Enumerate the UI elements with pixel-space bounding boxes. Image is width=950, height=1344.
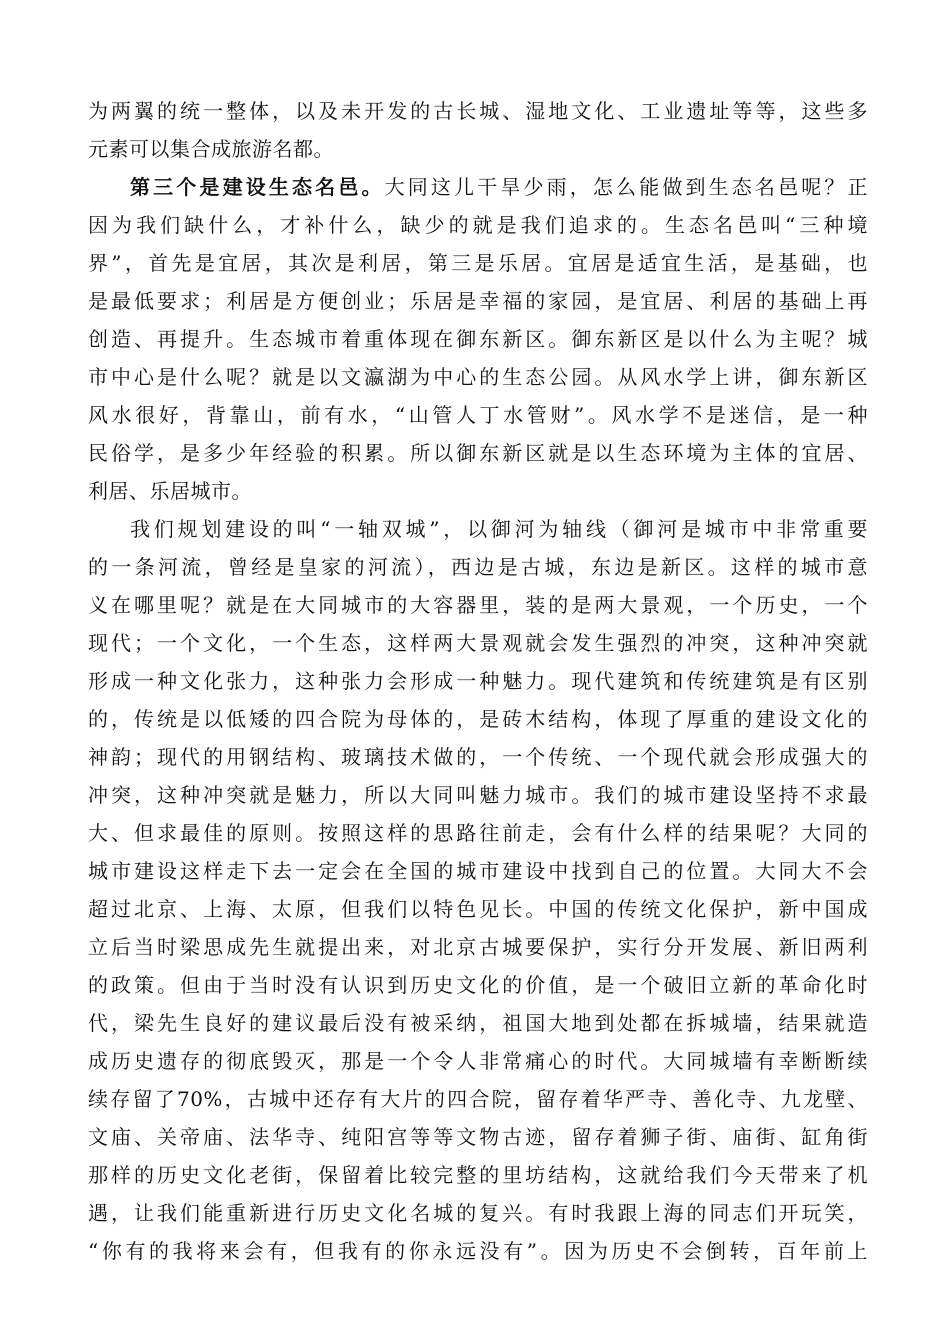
text-run: 大同这儿干旱少雨，怎么能做到生态名邑呢？正 (384, 175, 869, 199)
text-line: 神韵；现代的用钢结构、玻璃技术做的，一个传统、一个现代就会形成强大的 (88, 745, 868, 769)
document-page (88, 92, 868, 1270)
text-line: 民俗学，是多少年经验的积累。所以御东新区就是以生态环境为主体的宜居、 (88, 441, 868, 465)
text-line: 遇，让我们能重新进行历史文化名城的复兴。有时我跟上海的同志们开玩笑， (88, 1201, 868, 1225)
text-line: 成历史遗存的彻底毁灭，那是一个令人非常痛心的时代。大同城墙有幸断断续 (88, 1049, 868, 1073)
text-line: 市中心是什么呢？就是以文瀛湖为中心的生态公园。从风水学上讲，御东新区 (88, 365, 868, 389)
paragraph-3 (88, 510, 868, 1270)
text-line: “你有的我将来会有，但我有的你永远没有”。因为历史不会倒转，百年前上 (88, 1239, 868, 1263)
text-line: 因为我们缺什么，才补什么，缺少的就是我们追求的。生态名邑叫“三种境 (88, 213, 868, 237)
text-line: 文庙、关帝庙、法华寺、纯阳宫等等文物古迹，留存着狮子街、庙街、缸角街 (88, 1125, 868, 1149)
text-line: 立后当时梁思成先生就提出来，对北京古城要保护，实行分开发展、新旧两利 (88, 935, 868, 959)
text-line: 大、但求最佳的原则。按照这样的思路往前走，会有什么样的结果呢？大同的 (88, 821, 868, 845)
paragraph-2 (88, 168, 868, 510)
text-line: 续存留了70%，古城中还存有大片的四合院，留存着华严寺、善化寺、九龙壁、 (88, 1087, 868, 1111)
paragraph-1 (88, 92, 868, 168)
text-line: 风水很好，背靠山，前有水，“山管人丁水管财”。风水学不是迷信，是一种 (88, 403, 868, 427)
text-line: 利居、乐居城市。 (88, 479, 252, 503)
text-line: 代，梁先生良好的建议最后没有被采纳，祖国大地到处都在拆城墙，结果就造 (88, 1011, 868, 1035)
text-line: 城市建设这样走下去一定会在全国的城市建设中找到自己的位置。大同大不会 (88, 859, 868, 883)
text-line: 的一条河流，曾经是皇家的河流），西边是古城，东边是新区。这样的城市意 (88, 555, 868, 579)
paragraph-heading: 第三个是建设生态名邑。 (130, 175, 385, 199)
text-line: 界”，首先是宜居，其次是利居，第三是乐居。宜居是适宜生活，是基础，也 (88, 251, 868, 275)
text-line: 形成一种文化张力，这种张力会形成一种魅力。现代建筑和传统建筑是有区别 (88, 669, 868, 693)
text-line: 义在哪里呢？就是在大同城市的大容器里，装的是两大景观，一个历史，一个 (88, 593, 868, 617)
text-line: 为两翼的统一整体，以及未开发的古长城、湿地文化、工业遗址等等，这些多 (88, 99, 868, 123)
text-line: 冲突，这种冲突就是魅力，所以大同叫魅力城市。我们的城市建设坚持不求最 (88, 783, 868, 807)
text-line: 元素可以集合成旅游名都。 (88, 137, 334, 161)
text-line: 超过北京、上海、太原，但我们以特色见长。中国的传统文化保护，新中国成 (88, 897, 868, 921)
text-line: 我们规划建设的叫“一轴双城”，以御河为轴线（御河是城市中非常重要 (130, 517, 868, 541)
text-line (88, 168, 868, 206)
text-line: 现代；一个文化，一个生态，这样两大景观就会发生强烈的冲突，这种冲突就 (88, 631, 868, 655)
text-line: 创造、再提升。生态城市着重体现在御东新区。御东新区是以什么为主呢？城 (88, 327, 868, 351)
text-line: 的政策。但由于当时没有认识到历史文化的价值，是一个破旧立新的革命化时 (88, 973, 868, 997)
text-line: 的，传统是以低矮的四合院为母体的，是砖木结构，体现了厚重的建设文化的 (88, 707, 868, 731)
text-line: 那样的历史文化老街，保留着比较完整的里坊结构，这就给我们今天带来了机 (88, 1163, 868, 1187)
text-line: 是最低要求；利居是方便创业；乐居是幸福的家园，是宜居、利居的基础上再 (88, 289, 868, 313)
